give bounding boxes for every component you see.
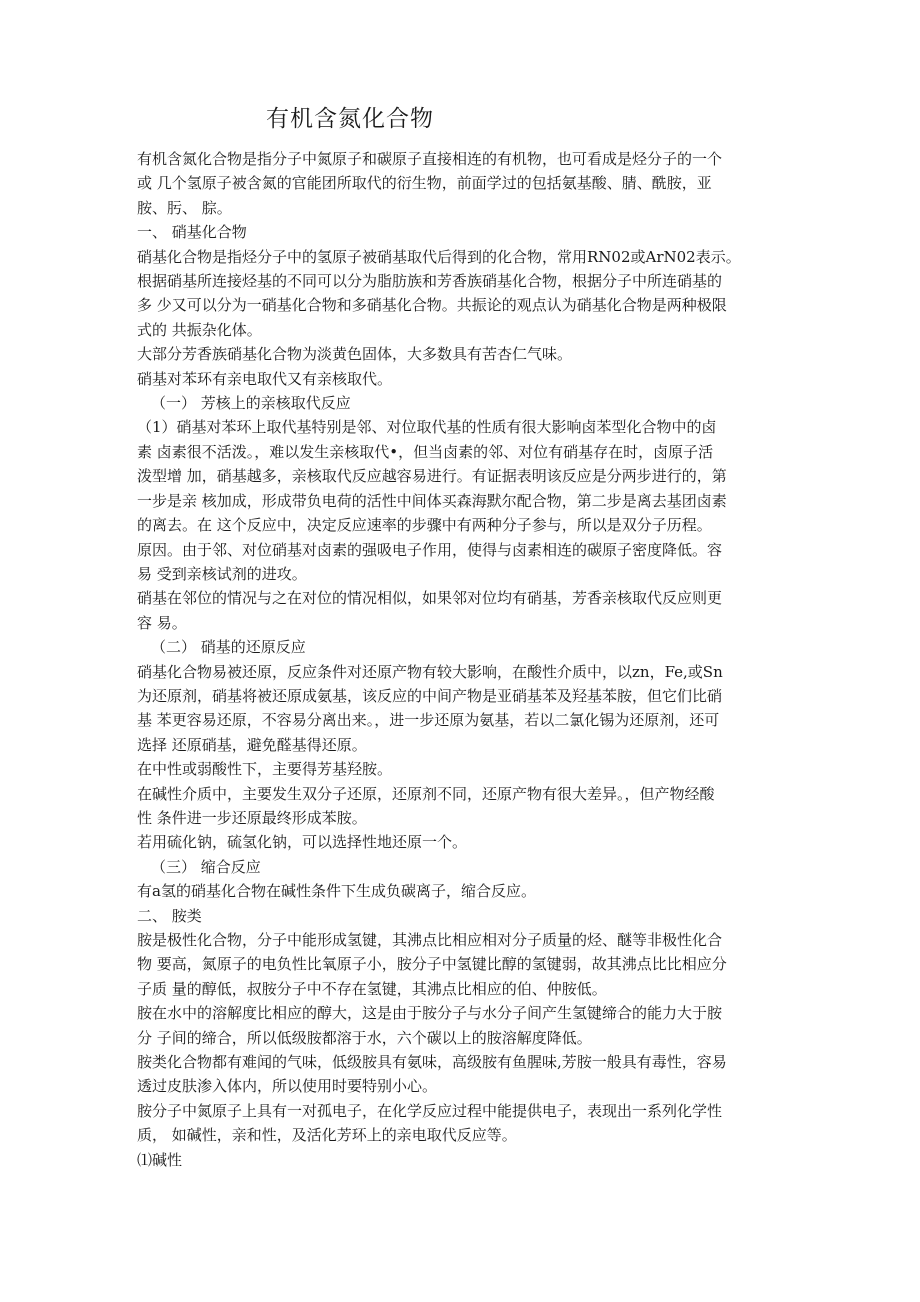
text-line: 性 条件进一步还原最终形成苯胺。 xyxy=(137,808,367,827)
text-line: 质， 如碱性，亲和性，及活化芳环上的亲电取代反应等。 xyxy=(137,1126,517,1145)
text-line: 素 卤素很不活泼。，难以发生亲核取代•，但当卤素的邻、对位有硝基存在时，卤原子活 xyxy=(137,442,714,461)
text-line: 硝基化合物是指烃分子中的氢原子被硝基取代后得到的化合物，常用RN02或ArN02表示。 xyxy=(137,247,741,266)
text-line: 式的 共振杂化体。 xyxy=(137,320,262,339)
text-line: 或 几个氢原子被含氮的官能团所取代的衍生物，前面学过的包括氨基酸、腈、酰胺，亚 xyxy=(137,174,712,193)
text-line: 若用硫化钠，硫氢化钠，可以选择性地还原一个。 xyxy=(137,833,468,852)
text-line: 胺、肟、 腙。 xyxy=(137,198,232,217)
paragraph xyxy=(137,757,787,781)
text-line: 有机含氮化合物是指分子中氮原子和碳原子直接相连的有机物，也可看成是烃分子的一个 xyxy=(137,150,723,168)
text-line: 硝基化合物易被还原，反应条件对还原产物有较大影响，在酸性介质中，以zn，Fe,或Sn xyxy=(137,662,723,681)
paragraph xyxy=(137,342,787,366)
paragraph xyxy=(137,879,787,903)
text-line: 子质 量的醇低，叔胺分子中不存在氢键，其沸点比相应的伯、仲胺低。 xyxy=(137,979,607,998)
paragraph xyxy=(137,782,787,831)
text-line: 选择 还原硝基，避免醛基得还原。 xyxy=(137,735,367,754)
text-line: 易 受到亲核试剂的进攻。 xyxy=(137,564,307,583)
text-line: 胺在水中的溶解度比相应的醇大，这是由于胺分子与水分子间产生氢键缔合的能力大于胺 xyxy=(137,1004,723,1023)
text-line: 胺分子中氮原子上具有一对孤电子，在化学反应过程中能提供电子，表现出一系列化学性 xyxy=(137,1101,723,1120)
paragraph xyxy=(137,367,787,391)
text-line: 分 子间的缔合，所以低级胺都溶于水，六个碳以上的胺溶解度降低。 xyxy=(137,1028,592,1047)
text-line: （三） 缩合反应 xyxy=(151,857,261,876)
paragraph xyxy=(137,904,787,928)
paragraph xyxy=(137,391,787,415)
paragraph xyxy=(137,1148,787,1172)
paragraph xyxy=(137,660,787,758)
paragraph xyxy=(137,1050,787,1099)
paragraph xyxy=(137,586,787,635)
text-line: 原因。由于邻、对位硝基对卤素的强吸电子作用，使得与卤素相连的碳原子密度降低。容 xyxy=(137,540,723,559)
text-line: 物 要高，氮原子的电负性比氧原子小，胺分子中氢键比醇的氢键弱，故其沸点比比相应分 xyxy=(137,955,727,974)
document-title: 有机含氮化合物 xyxy=(266,106,434,132)
text-line: 基 苯更容易还原，不容易分离出来。，进一步还原为氨基，若以二氯化锡为还原剂，还可 xyxy=(137,711,720,730)
paragraph xyxy=(137,635,787,659)
text-line: 的离去。在 这个反应中，决定反应速率的步骤中有两种分子参与，所以是双分子历程。 xyxy=(137,516,712,535)
paragraph xyxy=(137,830,787,854)
text-line: 胺类化合物都有难闻的气味，低级胺具有氨味，高级胺有鱼腥味,芳胺一般具有毒性，容易 xyxy=(137,1053,727,1072)
document-body xyxy=(137,147,787,1172)
paragraph xyxy=(137,245,787,343)
text-line: （一） 芳核上的亲核取代反应 xyxy=(151,394,351,413)
text-line: 一步是亲 核加成，形成带负电荷的活性中间体买森海默尔配合物，第二步是离去基团卤素 xyxy=(137,491,727,510)
paragraph xyxy=(137,1099,787,1148)
text-line: 透过皮肤渗入体内，所以使用时要特别小心。 xyxy=(137,1077,438,1096)
text-line: ⑴碱性 xyxy=(137,1150,183,1169)
text-line: 硝基对苯环有亲电取代又有亲核取代。 xyxy=(137,369,393,388)
paragraph xyxy=(137,855,787,879)
text-line: （二） 硝基的还原反应 xyxy=(151,638,306,657)
text-line: 泼型增 加，硝基越多，亲核取代反应越容易进行。有证据表明该反应是分两步进行的，第 xyxy=(137,467,727,486)
paragraph xyxy=(137,415,787,537)
paragraph xyxy=(137,147,787,220)
paragraph xyxy=(137,538,787,587)
text-line: 胺是极性化合物，分子中能形成氢键，其沸点比相应相对分子质量的烃、醚等非极性化合 xyxy=(137,931,723,949)
text-line: 硝基在邻位的情况与之在对位的情况相似，如果邻对位均有硝基，芳香亲核取代反应则更 xyxy=(137,589,723,608)
text-line: 根据硝基所连接烃基的不同可以分为脂肪族和芳香族硝基化合物，根据分子中所连硝基的 xyxy=(137,272,723,291)
paragraph xyxy=(137,928,787,1001)
text-line: 有a氢的硝基化合物在碱性条件下生成负碳离子，缩合反应。 xyxy=(137,882,536,901)
text-line: （1）硝基对苯环上取代基特别是邻、对位取代基的性质有很大影响卤苯型化合物中的卤 xyxy=(137,418,717,437)
text-line: 在中性或弱酸性下，主要得芳基羟胺。 xyxy=(137,760,393,779)
paragraph xyxy=(137,1001,787,1050)
text-line: 多 少又可以分为一硝基化合物和多硝基化合物。共振论的观点认为硝基化合物是两种极限 xyxy=(137,296,727,315)
text-line: 容 易。 xyxy=(137,613,187,632)
paragraph xyxy=(137,220,787,244)
text-line: 大部分芳香族硝基化合物为淡黄色固体，大多数具有苦杏仁气味。 xyxy=(137,345,573,364)
text-line: 二、 胺类 xyxy=(137,906,202,925)
text-line: 为还原剂，硝基将被还原成氨基，该反应的中间产物是亚硝基苯及羟基苯胺，但它们比硝 xyxy=(137,686,723,705)
text-line: 在碱性介质中，主要发生双分子还原，还原剂不同，还原产物有很大差异。，但产物经酸 xyxy=(137,784,715,803)
text-line: 一、 硝基化合物 xyxy=(137,223,247,242)
